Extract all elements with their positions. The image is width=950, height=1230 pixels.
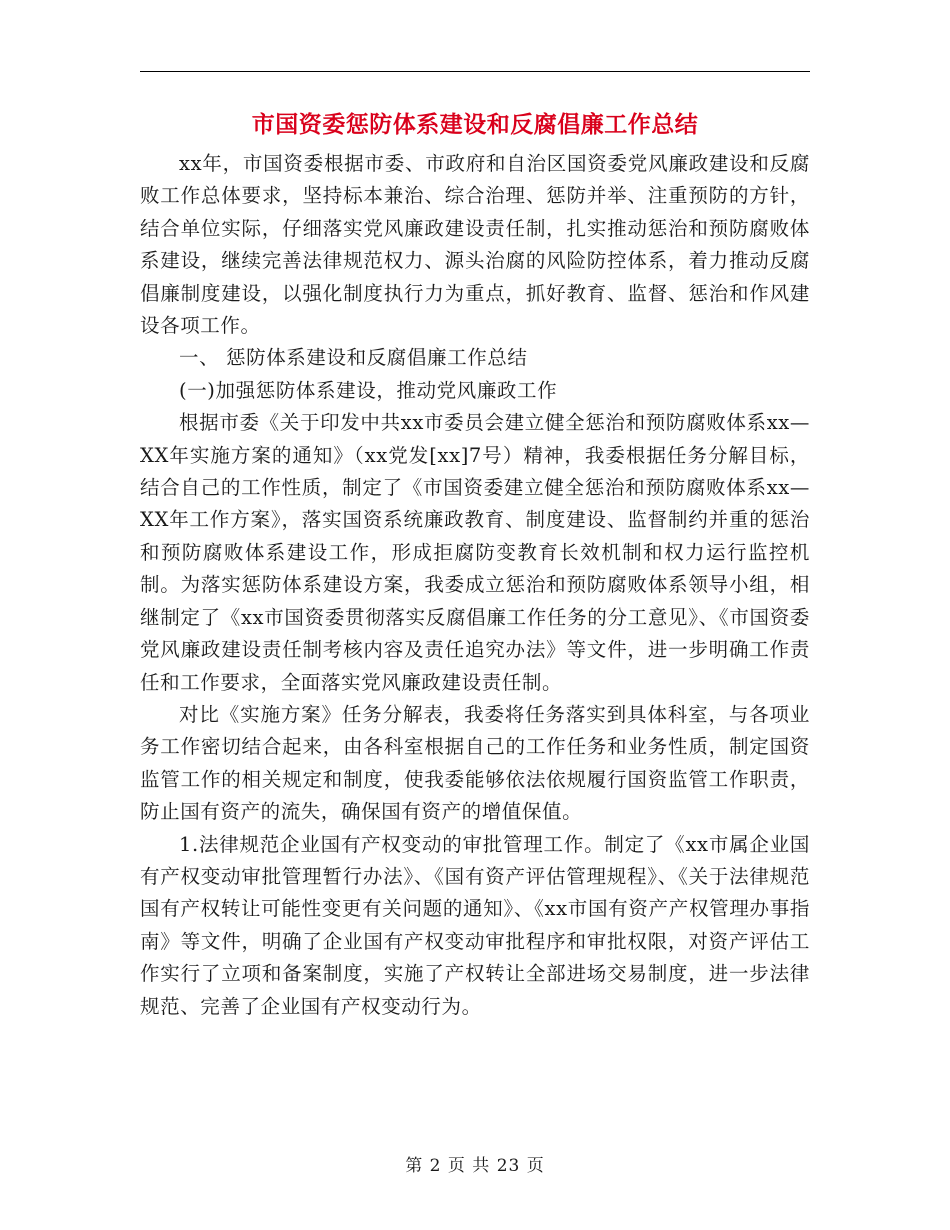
paragraph-tasks: 对比《实施方案》任务分解表，我委将任务落实到具体科室，与各项业务工作密切结合起来，由各科室根据自己的工作任务和业务性质，制定国资监管工作的相关规定和制度，使我委能够依法依规履行国资监管工作职责，防止国有资产的流失，确保国有资产的增值保值。 <box>140 702 810 824</box>
section-heading: 一、 惩防体系建设和反腐倡廉工作总结 <box>179 346 528 370</box>
paragraph-plan: 根据市委《关于印发中共xx市委员会建立健全惩治和预防腐败体系xx—XX年实施方案的通知》（xx党发[xx]7号）精神，我委根据任务分解目标，结合自己的工作性质，制定了《市国资委建立健全惩治和预防腐败体系xx—XX年工作方案》，落实国资系统廉政教育、制度建设、监督制约并重的惩治和预防腐败体系建设工作，形成拒腐防变教育长效机制和权力运行监控机制。为落实惩防体系建设方案，我委成立惩治和预防腐败体系领导小组，相继制定了《xx市国资委贯彻落实反腐倡廉工作任务的分工意见》、《市国资委党风廉政建设责任制考核内容及责任追究办法》等文件，进一步明确工作责任和工作要求，全面落实党风廉政建设责任制。 <box>140 411 810 694</box>
page-number-footer: 第 2 页 共 23 页 <box>405 1156 545 1176</box>
paragraph-item-1: 1.法律规范企业国有产权变动的审批管理工作。制定了《xx市属企业国有产权变动审批管理暂行办法》、《国有资产评估管理规程》、《关于法律规范国有产权转让可能性变更有关问题的通知》、《xx市国有资产产权管理办事指南》等文件，明确了企业国有产权变动审批程序和审批权限，对资产评估工作实行了立项和备案制度，实施了产权转让全部进场交易制度，进一步法律规范、完善了企业国有产权变动行为。 <box>140 832 810 1018</box>
subsection-heading: (一)加强惩防体系建设，推动党风廉政工作 <box>179 378 558 402</box>
document-body <box>140 148 810 1023</box>
header-rule <box>140 71 810 72</box>
document-title: 市国资委惩防体系建设和反腐倡廉工作总结 <box>251 111 699 138</box>
paragraph-intro: xx年，市国资委根据市委、市政府和自治区国资委党风廉政建设和反腐败工作总体要求，坚持标本兼治、综合治理、惩防并举、注重预防的方针，结合单位实际，仔细落实党风廉政建设责任制，扎实推动惩治和预防腐败体系建设，继续完善法律规范权力、源头治腐的风险防控体系，着力推动反腐倡廉制度建设，以强化制度执行力为重点，抓好教育、监督、惩治和作风建设各项工作。 <box>140 152 810 338</box>
